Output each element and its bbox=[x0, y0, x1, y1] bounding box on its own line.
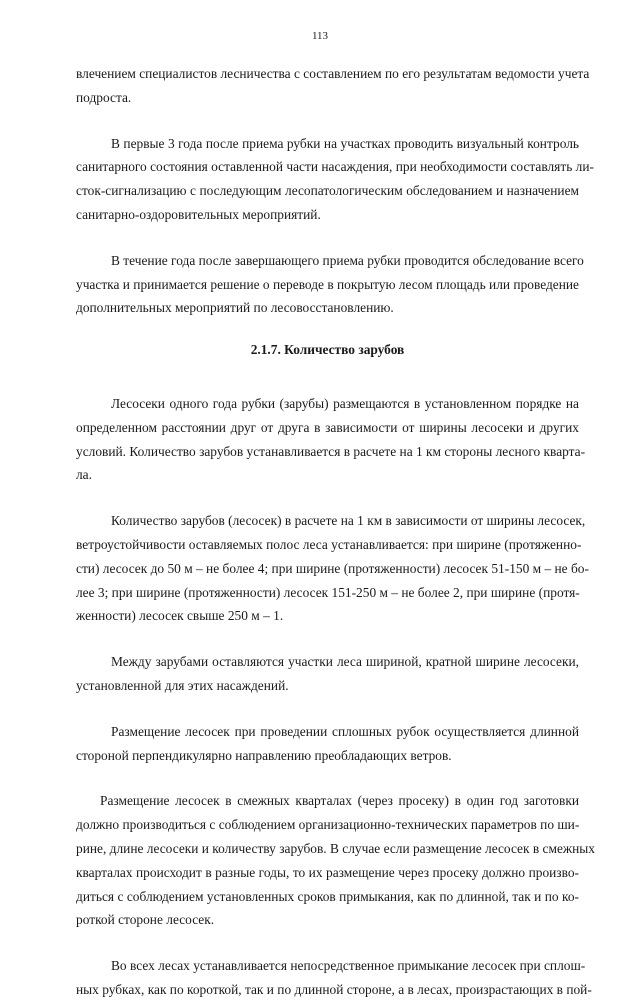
paragraph bbox=[76, 62, 590, 110]
text-line: участка и принимается решение о переводе в покрытую лесом площадь или проведение bbox=[76, 276, 579, 292]
text-line: Во всех лесах устанавливается непосредственное примыкание лесосек при сплош- bbox=[111, 958, 586, 974]
text-line: рине, длине лесосеки и количеству зарубов. В случае если размещение лесосек в смежных bbox=[76, 840, 595, 856]
text-line: лее 3; при ширине (протяженности) лесосек 151-250 м – не более 2, при ширине (протя- bbox=[76, 584, 580, 600]
text-line: условий. Количество зарубов устанавливается в расчете на 1 км стороны лесного кварта- bbox=[76, 443, 586, 459]
page-number: 113 bbox=[311, 30, 329, 42]
paragraph bbox=[76, 509, 589, 628]
text-line: роткой стороне лесосек. bbox=[76, 912, 215, 928]
text-line: Между зарубами оставляются участки леса шириной, кратной ширине лесосеки, bbox=[111, 654, 579, 670]
text-line: дополнительных мероприятий по лесовосстановлению. bbox=[76, 300, 394, 316]
text-line: стороной перпендикулярно направлению преобладающих ветров. bbox=[76, 747, 452, 763]
paragraph bbox=[76, 789, 595, 932]
text-line: должно производиться с соблюдением организационно-технических параметров по ши- bbox=[76, 817, 580, 833]
text-line: Размещение лесосек в смежных кварталах (через просеку) в один год заготовки bbox=[100, 793, 579, 809]
section-heading: 2.1.7. Количество зарубов bbox=[250, 342, 405, 358]
text-line: санитарного состояния оставленной части насаждения, при необходимости составлять ли- bbox=[76, 159, 594, 175]
text-line: Размещение лесосек при проведении сплошных рубок осуществляется длинной bbox=[111, 723, 579, 739]
text-line: ла. bbox=[76, 467, 92, 483]
text-line: подроста. bbox=[76, 89, 132, 105]
text-line: В первые 3 года после приема рубки на участках проводить визуальный контроль bbox=[111, 135, 579, 151]
text-line: ных рубках, как по короткой, так и по длинной стороне, а в лесах, произрастающих в пой- bbox=[76, 981, 592, 997]
paragraph bbox=[76, 650, 579, 698]
text-line: диться с соблюдением установленных сроков примыкания, как по длинной, так и по ко- bbox=[76, 888, 579, 904]
text-line: сти) лесосек до 50 м – не более 4; при ширине (протяженности) лесосек 51-150 м – не бо- bbox=[76, 560, 589, 576]
text-line: установленной для этих насаждений. bbox=[76, 677, 289, 693]
text-line: женности) лесосек свыше 250 м – 1. bbox=[76, 608, 284, 624]
document-body bbox=[76, 62, 595, 1002]
text-line: влечением специалистов лесничества с составлением по его результатам ведомости учета bbox=[76, 66, 590, 81]
paragraph bbox=[76, 720, 579, 768]
paragraph bbox=[76, 249, 584, 320]
paragraph bbox=[76, 132, 594, 227]
text-line: ветроустойчивости оставляемых полос леса устанавливается: при ширине (протяженно- bbox=[76, 536, 582, 552]
text-line: кварталах происходит в разные годы, то их размещение через просеку должно произво- bbox=[76, 864, 579, 880]
text-line: Лесосеки одного года рубки (зарубы) размещаются в установленном порядке на bbox=[111, 395, 579, 411]
text-line: сток-сигнализацию с последующим лесопатологическим обследованием и назначением bbox=[76, 183, 579, 199]
paragraph bbox=[76, 392, 586, 487]
paragraph bbox=[76, 954, 592, 1002]
text-line: В течение года после завершающего приема рубки проводится обследование всего bbox=[111, 252, 584, 268]
text-line: определенном расстоянии друг от друга в зависимости от ширины лесосеки и других bbox=[76, 419, 579, 435]
text-line: санитарно-оздоровительных мероприятий. bbox=[76, 206, 321, 222]
text-line: Количество зарубов (лесосек) в расчете на 1 км в зависимости от ширины лесосек, bbox=[111, 513, 586, 529]
